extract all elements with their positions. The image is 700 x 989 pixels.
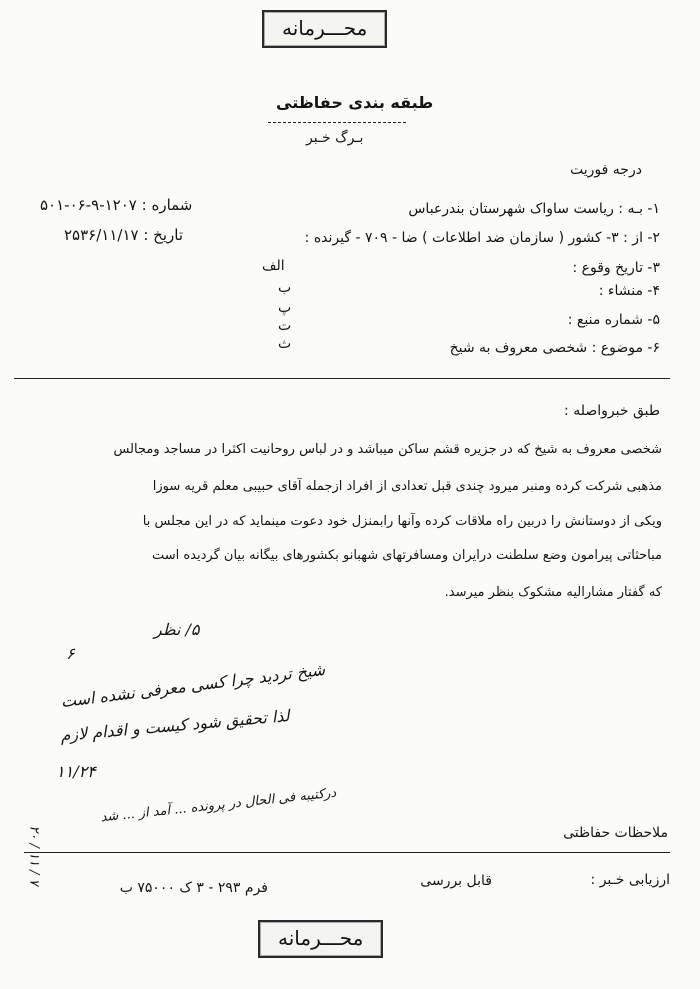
date-value: ۲۵۳۶/۱۱/۱۷ — [64, 226, 139, 244]
handwritten-note-7: ۲۰ / ۱۱ / ۷ — [26, 825, 42, 886]
form-number: فرم ۲۹۳ - ۳ ک ۷۵۰۰۰ ب — [119, 880, 268, 896]
classification-title: طبقه بندی حفاظتی — [276, 93, 434, 112]
letter-b: ب — [278, 280, 292, 296]
number-value: ۱۲۰۷-۹-۰۶-۵۰۱ — [40, 196, 137, 214]
date-row — [64, 226, 183, 244]
evaluation-value: قابل بررسی — [420, 873, 492, 889]
file-label: بـرگ خـبر — [306, 130, 364, 146]
origin-line: ۴- منشاء : — [598, 283, 660, 299]
body-line-3: ویکی از دوستانش را دربین راه ملاقات کرده وآنها رابمنزل خود دعوت مینماید که در این مجلس با — [142, 514, 662, 529]
letter-p: پ — [278, 300, 292, 316]
from-line: ۲- از : ۳- کشور ( سازمان ضد اطلاعات ) ضا - ۷۰۹ - گیرنده : — [304, 230, 660, 246]
footer-divider — [24, 852, 670, 853]
letter-a: الف — [262, 258, 285, 274]
confidential-stamp-top: محـــرمانه — [262, 10, 387, 48]
body-line-1: شخصی معروف به شیخ که در جزیره قشم ساکن میباشد و در لباس روحانیت اکثرا در مساجد ومجالس — [113, 442, 662, 457]
confidential-stamp-bottom: محـــرمانه — [258, 920, 383, 958]
handwritten-note-1: ۵/ نظر — [154, 620, 200, 639]
evaluation-label: ارزیابی خـبر : — [590, 872, 670, 888]
subject-line: ۶- موضوع : شخصی معروف به شیخ — [449, 340, 660, 356]
header-divider — [14, 378, 670, 379]
handwritten-note-3: شیخ تردید چرا کسی معرفی نشده است — [59, 659, 327, 712]
priority-label: درجه فوریت — [570, 162, 642, 178]
number-label: شماره : — [141, 196, 193, 214]
event-date-line: ۳- تاریخ وقوع : — [572, 260, 660, 276]
classification-underline — [268, 122, 406, 123]
date-label: تاریخ : — [143, 226, 184, 244]
letter-t: ت — [278, 318, 292, 334]
number-row — [40, 196, 192, 214]
body-line-4: مباحثاتی پیرامون وضع سلطنت درایران ومسافرتهای شهبانو بکشورهای بیگانه بیان گردیده است — [151, 548, 662, 563]
handwritten-note-6: درکتیبه فی الحال در پرونده ... آمد از ... شد — [99, 785, 337, 826]
remarks-label: ملاحظات حفاظتی — [563, 825, 668, 841]
handwritten-note-4: لذا تحقیق شود کیست و اقدام لازم — [59, 706, 291, 745]
handwritten-note-2: ۶ — [66, 644, 75, 663]
intro-line: طبق خبرواصله : — [564, 403, 660, 419]
letter-s: ث — [278, 336, 292, 352]
to-line: ۱- بـه : ریاست ساواک شهرستان بندرعباس — [408, 201, 660, 217]
body-line-2: مذهبی شرکت کرده ومنبر میرود چندی قبل تعدادی از افراد ازجمله آقای حبیبی معلم قریه سوزا — [152, 479, 662, 494]
body-line-5: که گفتار مشارالیه مشکوک بنظر میرسد. — [444, 585, 662, 600]
source-no-line: ۵- شماره منبع : — [567, 312, 660, 328]
handwritten-note-5: ۱۱/۲۴ — [56, 762, 96, 781]
